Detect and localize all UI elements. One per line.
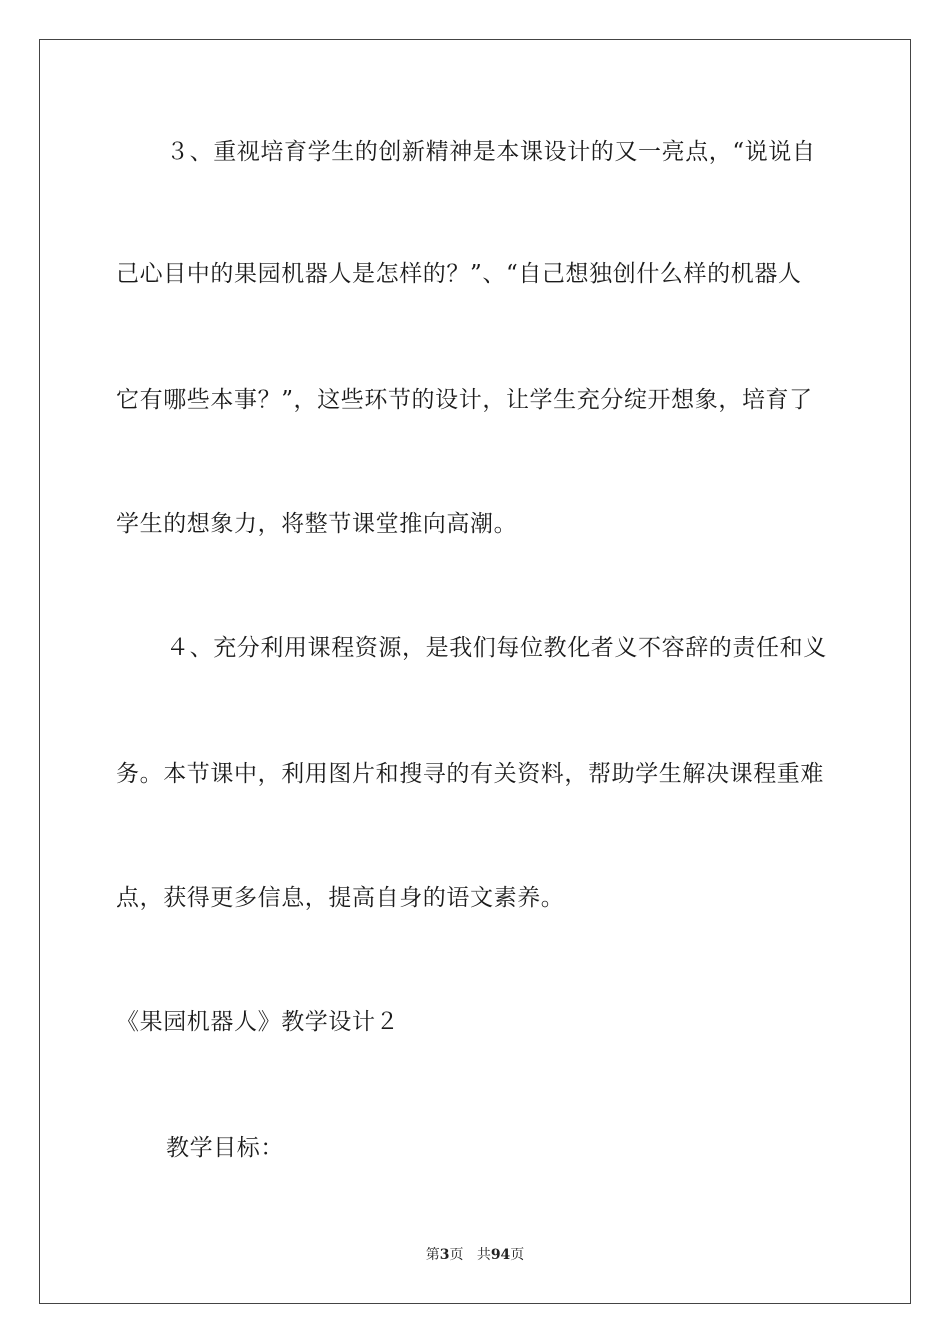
footer-page-suffix: 页 [449,1247,464,1263]
page-border [39,39,911,1304]
paragraph-4-line-1: ４、充分利用课程资源，是我们每位教化者义不容辞的责任和义 [166,635,827,661]
paragraph-3-line-2: 己心目中的果园机器人是怎样的？”、“自己想独创什么样的机器人 [116,261,802,287]
footer-total-prefix: 共 [476,1247,491,1263]
paragraph-3-line-4: 学生的想象力，将整节课堂推向高潮。 [116,511,518,537]
paragraph-3-line-1: ３、重视培育学生的创新精神是本课设计的又一亮点，“说说自 [166,139,816,165]
paragraph-4-line-3: 点，获得更多信息，提高自身的语文素养。 [116,885,565,911]
section-title: 《果园机器人》教学设计２ [116,1009,400,1035]
paragraph-3-line-3: 它有哪些本事？”，这些环节的设计，让学生充分绽开想象，培育了 [116,387,813,413]
paragraph-4-line-2: 务。本节课中，利用图片和搜寻的有关资料，帮助学生解决课程重难 [116,761,824,787]
subheading: 教学目标： [166,1135,284,1161]
page-footer [0,1245,950,1265]
footer-prefix: 第 [425,1247,440,1263]
footer-total-suffix: 页 [510,1247,525,1263]
total-pages-number: 94 [490,1247,511,1263]
current-page-number: 3 [439,1247,450,1263]
